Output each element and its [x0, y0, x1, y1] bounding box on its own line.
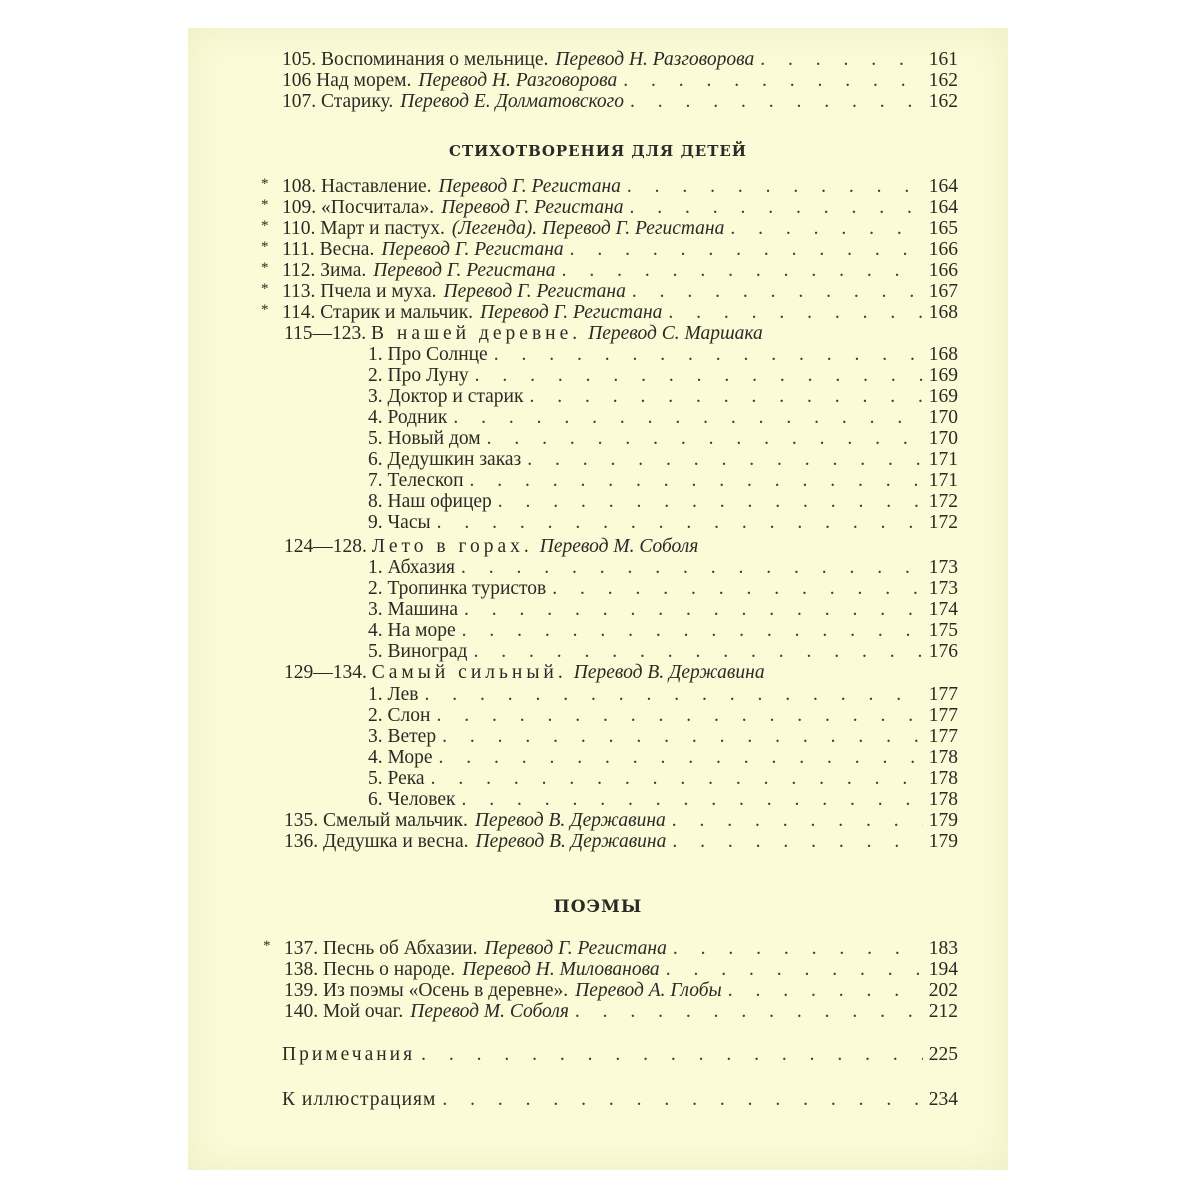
entry-page: 176 — [928, 641, 958, 662]
leader-dots — [442, 1089, 922, 1111]
appendix-entry — [282, 1089, 958, 1111]
sub-entry — [368, 620, 958, 642]
sub-entry — [368, 578, 958, 600]
star-mark: * — [261, 197, 269, 213]
sub-title: Тропинка туристов — [387, 578, 547, 599]
entry-number: 109. — [282, 197, 317, 218]
sub-number: 2. — [368, 578, 383, 599]
leader-dots — [424, 684, 922, 706]
group-header — [284, 536, 958, 558]
sub-number: 5. — [368, 428, 383, 449]
entry-translator: Перевод Н. Разговорова — [555, 49, 755, 70]
entry-translator: Перевод А. Глобы — [575, 980, 722, 1001]
leader-dots — [453, 407, 922, 429]
entry-number: 139. — [284, 980, 319, 1001]
leader-dots — [436, 705, 922, 727]
group-number: 124—128. — [284, 536, 367, 557]
entry-title: Весна. — [319, 239, 375, 260]
leader-dots — [632, 281, 923, 303]
entry-translator: Перевод Н. Разговорова — [418, 70, 618, 91]
sub-title: Дедушкин заказ — [387, 449, 522, 470]
sub-number: 1. — [368, 684, 383, 705]
entry-translator: Перевод Г. Регистана — [381, 239, 564, 260]
sub-number: 3. — [368, 726, 383, 747]
sub-number: 3. — [368, 599, 383, 620]
leader-dots — [437, 512, 923, 534]
entry-title: «Посчитала». — [321, 197, 435, 218]
sub-title: На море — [387, 620, 456, 641]
entry-page: 165 — [928, 218, 958, 239]
toc-entry — [284, 831, 958, 853]
entry-translator: Перевод Г. Регистана — [373, 260, 556, 281]
star-mark: * — [261, 302, 269, 318]
entry-title: Зима. — [320, 260, 367, 281]
appendix-title: Примечания — [282, 1044, 416, 1065]
toc-entry — [284, 810, 958, 832]
section-heading: СТИХОТВОРЕНИЯ ДЛЯ ДЕТЕЙ — [449, 142, 747, 160]
leader-dots — [570, 239, 923, 261]
entry-title: Из поэмы «Осень в деревне». — [323, 980, 569, 1001]
entry-translator: Перевод Г. Регистана — [438, 176, 621, 197]
entry-number: 105. — [282, 49, 317, 70]
leader-dots — [498, 491, 923, 513]
leader-dots — [728, 980, 923, 1002]
leader-dots — [494, 344, 923, 366]
leader-dots — [623, 70, 923, 92]
leader-dots — [421, 1044, 923, 1066]
entry-page: 169 — [928, 386, 958, 407]
sub-entry — [368, 470, 958, 492]
sub-entry — [368, 747, 958, 769]
sub-number: 9. — [368, 512, 383, 533]
toc-entry — [261, 239, 958, 261]
entry-page: 178 — [928, 768, 958, 789]
entry-title: Над морем. — [316, 70, 412, 91]
group-translator: Перевод М. Соболя — [539, 536, 699, 557]
leader-dots — [673, 938, 923, 960]
entry-translator: Перевод Г. Регистана — [484, 938, 667, 959]
sub-title: Наш офицер — [387, 491, 492, 512]
leader-dots — [431, 768, 923, 790]
leader-dots — [668, 302, 922, 324]
toc-entry — [263, 938, 958, 960]
entry-number: 110. — [282, 218, 316, 239]
leader-dots — [562, 260, 923, 282]
leader-dots — [461, 557, 923, 579]
entry-number: 112. — [282, 260, 316, 281]
star-mark: * — [261, 176, 269, 192]
sub-number: 6. — [368, 449, 383, 470]
entry-title: Пчела и муха. — [320, 281, 437, 302]
sub-title: Родник — [387, 407, 448, 428]
leader-dots — [470, 470, 923, 492]
entry-title: Песнь об Абхазии. — [323, 938, 478, 959]
star-mark: * — [261, 239, 269, 255]
entry-number: 135. — [284, 810, 319, 831]
sub-entry — [368, 705, 958, 727]
sub-entry — [368, 789, 958, 811]
sub-title: Новый дом — [387, 428, 481, 449]
leader-dots — [575, 1001, 923, 1023]
sub-number: 4. — [368, 747, 383, 768]
toc-entry — [261, 302, 958, 324]
sub-entry — [368, 599, 958, 621]
entry-translator: (Легенда). Перевод Г. Регистана — [451, 218, 725, 239]
entry-number: 111. — [282, 239, 315, 260]
sub-number: 1. — [368, 557, 383, 578]
toc-entry — [284, 980, 958, 1002]
sub-title: Телескоп — [387, 470, 464, 491]
group-translator: Перевод В. Державина — [573, 662, 765, 683]
entry-page: 161 — [928, 49, 958, 70]
sub-title: Часы — [387, 512, 431, 533]
toc-entry — [284, 1001, 958, 1023]
star-mark: * — [263, 938, 271, 954]
leader-dots — [627, 176, 923, 198]
star-mark: * — [261, 281, 269, 297]
leader-dots — [527, 449, 923, 471]
entry-title: Мой очаг. — [323, 1001, 404, 1022]
group-translator: Перевод С. Маршака — [588, 323, 763, 344]
sub-number: 7. — [368, 470, 383, 491]
entry-page: 166 — [928, 239, 958, 260]
entry-title: Наставление. — [321, 176, 432, 197]
leader-dots — [462, 620, 923, 642]
book-page — [188, 28, 1008, 1170]
sub-entry — [368, 768, 958, 790]
entry-page: 171 — [928, 449, 958, 470]
appendix-title: К иллюстрациям — [282, 1089, 437, 1110]
sub-number: 1. — [368, 344, 383, 365]
entry-title: Дедушка и весна. — [323, 831, 469, 852]
entry-title: Март и пастух. — [320, 218, 445, 239]
entry-page: 173 — [928, 578, 958, 599]
leader-dots — [442, 726, 923, 748]
entry-translator: Перевод Е. Долматовского — [400, 91, 625, 112]
sub-number: 2. — [368, 705, 383, 726]
sub-title: Доктор и старик — [387, 386, 524, 407]
sub-title: Ветер — [387, 726, 437, 747]
entry-page: 169 — [928, 365, 958, 386]
group-title: Самый сильный. — [371, 662, 567, 683]
sub-title: Про Луну — [387, 365, 469, 386]
sub-entry — [368, 684, 958, 706]
group-title: В нашей деревне. — [371, 323, 582, 344]
sub-number: 8. — [368, 491, 383, 512]
entry-page: 177 — [928, 705, 958, 726]
entry-number: 138. — [284, 959, 319, 980]
sub-number: 4. — [368, 407, 383, 428]
group-header — [284, 323, 958, 345]
entry-number: 114. — [282, 302, 316, 323]
sub-title: Море — [387, 747, 433, 768]
sub-title: Абхазия — [387, 557, 456, 578]
entry-title: Старику. — [321, 91, 394, 112]
sub-title: Машина — [387, 599, 459, 620]
group-header — [284, 662, 958, 684]
entry-page: 162 — [928, 70, 958, 91]
sub-title: Про Солнце — [387, 344, 488, 365]
leader-dots — [760, 49, 923, 71]
entry-number: 137. — [284, 938, 319, 959]
entry-page: 178 — [928, 789, 958, 810]
entry-page: 168 — [928, 302, 958, 323]
entry-number: 140. — [284, 1001, 319, 1022]
entry-page: 177 — [928, 726, 958, 747]
toc-entry — [261, 197, 958, 219]
sub-number: 4. — [368, 620, 383, 641]
entry-page: 170 — [928, 407, 958, 428]
entry-translator: Перевод Г. Регистана — [480, 302, 663, 323]
entry-translator: Перевод Г. Регистана — [443, 281, 626, 302]
entry-page: 164 — [928, 176, 958, 197]
entry-page: 234 — [928, 1089, 958, 1110]
sub-entry — [368, 726, 958, 748]
entry-title: Старик и мальчик. — [320, 302, 474, 323]
entry-page: 166 — [928, 260, 958, 281]
entry-translator: Перевод В. Державина — [474, 810, 666, 831]
sub-entry — [368, 407, 958, 429]
sub-entry — [368, 365, 958, 387]
entry-title: Песнь о народе. — [323, 959, 456, 980]
entry-number: 106 — [282, 70, 312, 91]
entry-page: 177 — [928, 684, 958, 705]
leader-dots — [462, 789, 923, 811]
entry-translator: Перевод Г. Регистана — [441, 197, 624, 218]
entry-page: 167 — [928, 281, 958, 302]
leader-dots — [666, 959, 923, 981]
sub-number: 5. — [368, 641, 383, 662]
sub-title: Лев — [387, 684, 419, 705]
sub-title: Река — [387, 768, 425, 789]
entry-translator: Перевод Н. Милованова — [462, 959, 660, 980]
leader-dots — [475, 365, 923, 387]
toc-entry — [282, 91, 958, 113]
star-mark: * — [261, 218, 269, 234]
entry-number: 113. — [282, 281, 316, 302]
sub-entry — [368, 344, 958, 366]
leader-dots — [672, 810, 923, 832]
leader-dots — [552, 578, 922, 600]
entry-page: 164 — [928, 197, 958, 218]
entry-page: 170 — [928, 428, 958, 449]
group-title: Лето в горах. — [371, 536, 533, 557]
toc-entry — [261, 260, 958, 282]
sub-entry — [368, 557, 958, 579]
entry-page: 175 — [928, 620, 958, 641]
leader-dots — [672, 831, 922, 853]
entry-page: 194 — [928, 959, 958, 980]
entry-page: 174 — [928, 599, 958, 620]
entry-page: 179 — [928, 810, 958, 831]
entry-page: 168 — [928, 344, 958, 365]
entry-number: 107. — [282, 91, 317, 112]
entry-translator: Перевод М. Соболя — [410, 1001, 569, 1022]
entry-translator: Перевод В. Державина — [475, 831, 667, 852]
toc-entry — [261, 218, 958, 240]
sub-number: 6. — [368, 789, 383, 810]
leader-dots — [529, 386, 922, 408]
entry-page: 173 — [928, 557, 958, 578]
sub-number: 3. — [368, 386, 383, 407]
entry-page: 179 — [928, 831, 958, 852]
leader-dots — [464, 599, 923, 621]
toc-entry — [282, 49, 958, 71]
section-heading: ПОЭМЫ — [553, 897, 643, 917]
sub-number: 5. — [368, 768, 383, 789]
star-mark: * — [261, 260, 269, 276]
entry-page: 172 — [928, 491, 958, 512]
leader-dots — [630, 197, 923, 219]
group-number: 129—134. — [284, 662, 367, 683]
sub-title: Слон — [387, 705, 431, 726]
appendix-entry — [282, 1044, 958, 1066]
sub-number: 2. — [368, 365, 383, 386]
sub-title: Виноград — [387, 641, 468, 662]
toc-entry — [282, 70, 958, 92]
group-number: 115—123. — [284, 323, 367, 344]
toc-entry — [284, 959, 958, 981]
leader-dots — [439, 747, 923, 769]
entry-page: 183 — [928, 938, 958, 959]
leader-dots — [630, 91, 923, 113]
entry-page: 162 — [928, 91, 958, 112]
entry-number: 108. — [282, 176, 317, 197]
entry-title: Смелый мальчик. — [323, 810, 468, 831]
entry-page: 202 — [928, 980, 958, 1001]
leader-dots — [473, 641, 922, 663]
entry-page: 178 — [928, 747, 958, 768]
sub-title: Человек — [387, 789, 456, 810]
sub-entry — [368, 512, 958, 534]
sub-entry — [368, 449, 958, 471]
entry-page: 172 — [928, 512, 958, 533]
sub-entry — [368, 491, 958, 513]
toc-entry — [261, 176, 958, 198]
leader-dots — [487, 428, 923, 450]
entry-title: Воспоминания о мельнице. — [321, 49, 549, 70]
leader-dots — [730, 218, 922, 240]
entry-page: 225 — [928, 1044, 958, 1065]
sub-entry — [368, 641, 958, 663]
entry-number: 136. — [284, 831, 319, 852]
sub-entry — [368, 386, 958, 408]
entry-page: 171 — [928, 470, 958, 491]
entry-page: 212 — [928, 1001, 958, 1022]
toc-entry — [261, 281, 958, 303]
sub-entry — [368, 428, 958, 450]
